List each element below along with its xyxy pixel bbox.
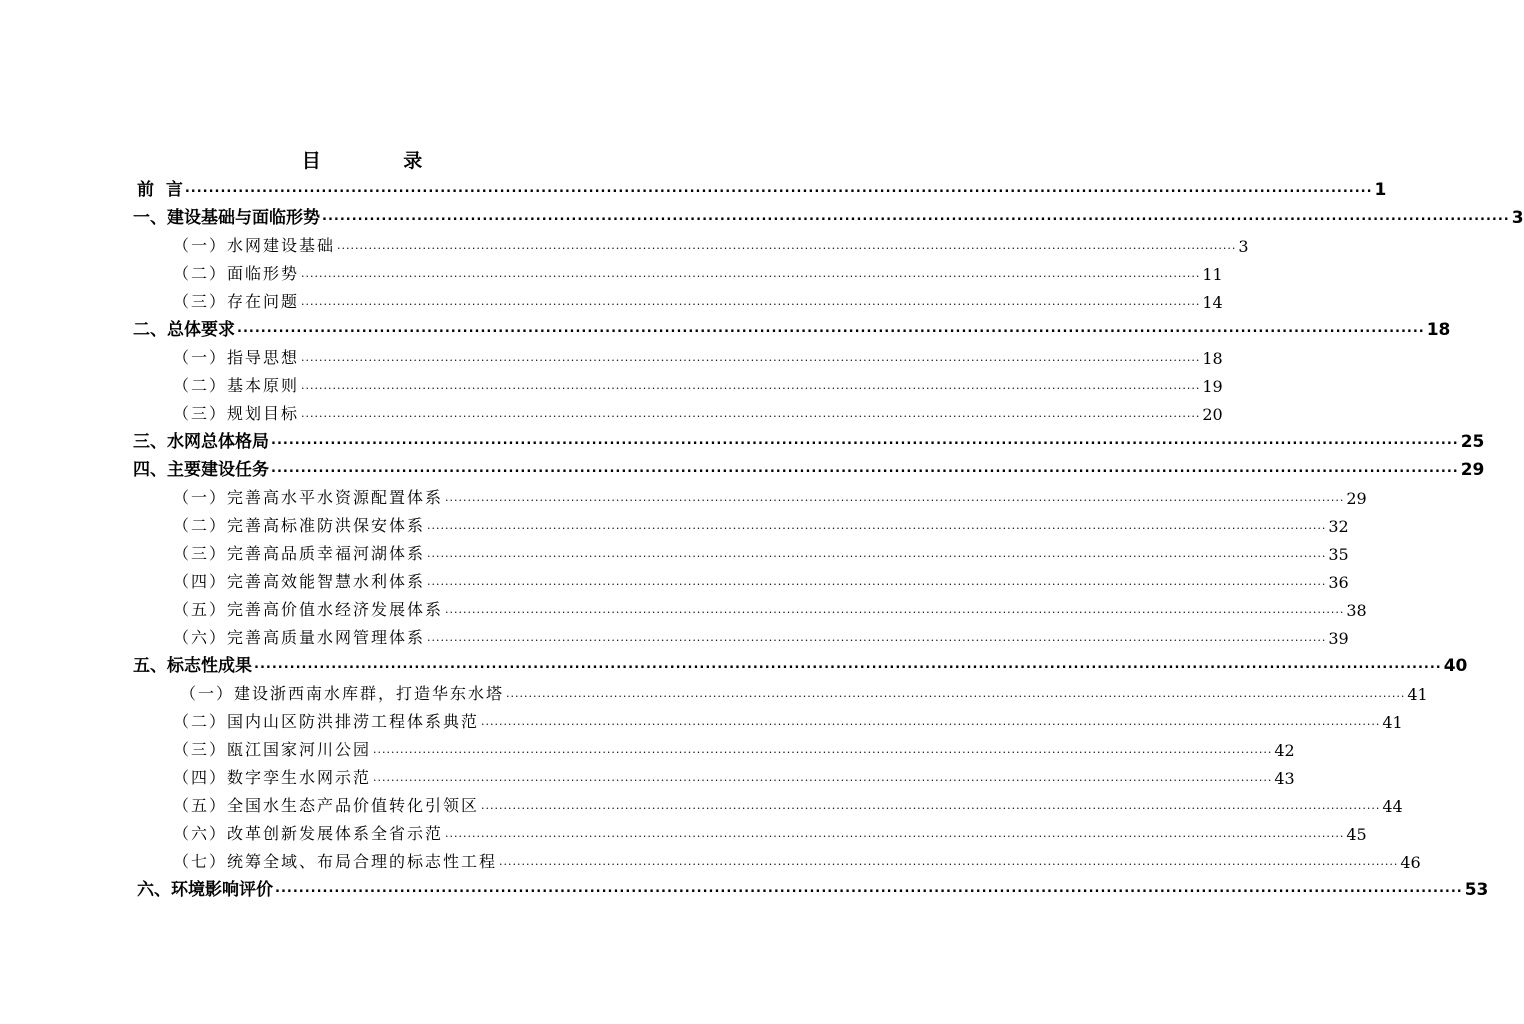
- toc-entry-label: （三）规划目标: [173, 404, 300, 423]
- toc-entry-page-number: 44: [1382, 797, 1403, 816]
- toc-entry[interactable]: [173, 396, 1223, 424]
- toc-entry-label: 五、标志性成果: [133, 656, 252, 676]
- toc-entry[interactable]: [173, 228, 1249, 256]
- toc-entry[interactable]: [180, 676, 1428, 704]
- toc-entry[interactable]: [137, 872, 1489, 900]
- toc-entry[interactable]: [133, 648, 1468, 676]
- toc-entry-page-number: 46: [1400, 853, 1421, 872]
- toc-entry[interactable]: [173, 760, 1295, 788]
- dot-leader: ........................................................................................................................................................................................................: [427, 631, 1327, 644]
- toc-entry[interactable]: [173, 508, 1349, 536]
- dot-leader: ........................................................................................................................................................................................................: [237, 321, 1425, 336]
- dot-leader: ........................................................................................................................................................................................................: [301, 267, 1201, 280]
- toc-entry-page-number: 45: [1346, 825, 1367, 844]
- toc-entry-page-number: 3: [1238, 237, 1249, 256]
- toc-title: 目 录: [301, 150, 461, 172]
- dot-leader: ........................................................................................................................................................................................................: [427, 519, 1327, 532]
- dot-leader: ........................................................................................................................................................................................................: [271, 433, 1459, 448]
- toc-entry-label: （一）完善高水平水资源配置体系: [173, 488, 444, 507]
- dot-leader: ........................................................................................................................................................................................................: [445, 603, 1345, 616]
- toc-entry-label: （三）瓯江国家河川公园: [173, 740, 372, 759]
- toc-entry-label: 四、主要建设任务: [133, 460, 269, 480]
- dot-leader: ........................................................................................................................................................................................................: [184, 181, 1373, 196]
- toc-entry[interactable]: [173, 536, 1349, 564]
- toc-entry-page-number: 38: [1346, 601, 1367, 620]
- toc-entry-label: （三）完善高品质幸福河湖体系: [173, 544, 426, 563]
- toc-entry-label: 一、建设基础与面临形势: [133, 208, 320, 228]
- dot-leader: ........................................................................................................................................................................................................: [301, 351, 1201, 364]
- toc-entry[interactable]: [173, 592, 1367, 620]
- dot-leader: ........................................................................................................................................................................................................: [275, 881, 1463, 896]
- dot-leader: ........................................................................................................................................................................................................: [322, 209, 1510, 224]
- toc-entry-page-number: 3: [1511, 208, 1524, 228]
- toc-entry-page-number: 39: [1328, 629, 1349, 648]
- toc-entry-page-number: 25: [1460, 432, 1485, 452]
- dot-leader: ........................................................................................................................................................................................................: [373, 743, 1273, 756]
- dot-leader: ........................................................................................................................................................................................................: [301, 295, 1201, 308]
- toc-entry[interactable]: [173, 816, 1367, 844]
- toc-entry[interactable]: [173, 368, 1223, 396]
- toc-entry-page-number: 53: [1464, 880, 1489, 900]
- toc-entry[interactable]: [133, 452, 1485, 480]
- toc-entry[interactable]: [173, 284, 1223, 312]
- toc-entry-page-number: 20: [1202, 405, 1223, 424]
- dot-leader: ........................................................................................................................................................................................................: [481, 715, 1381, 728]
- toc-entry-page-number: 35: [1328, 545, 1349, 564]
- toc-entry[interactable]: [173, 732, 1295, 760]
- toc-entry-label: （五）全国水生态产品价值转化引领区: [173, 796, 480, 815]
- toc-entry-label: （七）统筹全域、布局合理的标志性工程: [173, 852, 498, 871]
- toc-entry-label: 二、总体要求: [133, 320, 235, 340]
- toc-entry[interactable]: [173, 788, 1403, 816]
- toc-entry[interactable]: [173, 620, 1349, 648]
- toc-entry[interactable]: [173, 256, 1223, 284]
- toc-entry-label: （三）存在问题: [173, 292, 300, 311]
- toc-entry-label: （六）改革创新发展体系全省示范: [173, 824, 444, 843]
- toc-entry[interactable]: [133, 200, 1524, 228]
- toc-entry[interactable]: [133, 312, 1451, 340]
- dot-leader: ........................................................................................................................................................................................................: [445, 491, 1345, 504]
- dot-leader: ........................................................................................................................................................................................................: [301, 379, 1201, 392]
- toc-entry[interactable]: [173, 704, 1403, 732]
- dot-leader: ........................................................................................................................................................................................................: [481, 799, 1381, 812]
- toc-entry-page-number: 19: [1202, 377, 1223, 396]
- toc-entry-label: （一）水网建设基础: [173, 236, 336, 255]
- dot-leader: ........................................................................................................................................................................................................: [301, 407, 1201, 420]
- toc-entry[interactable]: [173, 564, 1349, 592]
- dot-leader: ........................................................................................................................................................................................................: [427, 547, 1327, 560]
- toc-entry-label: 前 言: [137, 180, 183, 200]
- toc-entry-label: （二）国内山区防洪排涝工程体系典范: [173, 712, 480, 731]
- dot-leader: ........................................................................................................................................................................................................: [506, 687, 1406, 700]
- dot-leader: ........................................................................................................................................................................................................: [254, 657, 1442, 672]
- toc-entry-label: （二）基本原则: [173, 376, 300, 395]
- toc-entry[interactable]: [173, 480, 1367, 508]
- dot-leader: ........................................................................................................................................................................................................: [427, 575, 1327, 588]
- dot-leader: ........................................................................................................................................................................................................: [337, 239, 1237, 252]
- toc-entry-label: （二）面临形势: [173, 264, 300, 283]
- toc-entry-label: （四）数字孪生水网示范: [173, 768, 372, 787]
- toc-entry[interactable]: [173, 844, 1421, 872]
- toc-entry-page-number: 14: [1202, 293, 1223, 312]
- toc-entry-page-number: 36: [1328, 573, 1349, 592]
- dot-leader: ........................................................................................................................................................................................................: [445, 827, 1345, 840]
- toc-entry[interactable]: [137, 172, 1387, 200]
- toc-entry-label: （一）建设浙西南水库群，打造华东水塔: [180, 684, 505, 703]
- toc-entry-label: 三、水网总体格局: [133, 432, 269, 452]
- toc-entry-page-number: 29: [1460, 460, 1485, 480]
- dot-leader: ........................................................................................................................................................................................................: [373, 771, 1273, 784]
- toc-entry-label: 六、环境影响评价: [137, 880, 273, 900]
- toc-entry-page-number: 32: [1328, 517, 1349, 536]
- toc-entry-label: （二）完善高标准防洪保安体系: [173, 516, 426, 535]
- toc-entry-page-number: 1: [1374, 180, 1387, 200]
- toc-entry-page-number: 43: [1274, 769, 1295, 788]
- toc-entry-page-number: 18: [1202, 349, 1223, 368]
- toc-entry[interactable]: [173, 340, 1223, 368]
- toc-entry-page-number: 42: [1274, 741, 1295, 760]
- toc-entry-page-number: 41: [1407, 685, 1428, 704]
- dot-leader: ........................................................................................................................................................................................................: [499, 855, 1399, 868]
- toc-entry-page-number: 18: [1426, 320, 1451, 340]
- dot-leader: ........................................................................................................................................................................................................: [271, 461, 1459, 476]
- toc-entry-label: （五）完善高价值水经济发展体系: [173, 600, 444, 619]
- toc-entry-page-number: 41: [1382, 713, 1403, 732]
- toc-entry[interactable]: [133, 424, 1485, 452]
- toc-entry-label: （六）完善高质量水网管理体系: [173, 628, 426, 647]
- toc-entry-page-number: 29: [1346, 489, 1367, 508]
- toc-entry-page-number: 40: [1443, 656, 1468, 676]
- toc-entry-label: （四）完善高效能智慧水利体系: [173, 572, 426, 591]
- toc-entry-page-number: 11: [1202, 265, 1223, 284]
- toc-entry-label: （一）指导思想: [173, 348, 300, 367]
